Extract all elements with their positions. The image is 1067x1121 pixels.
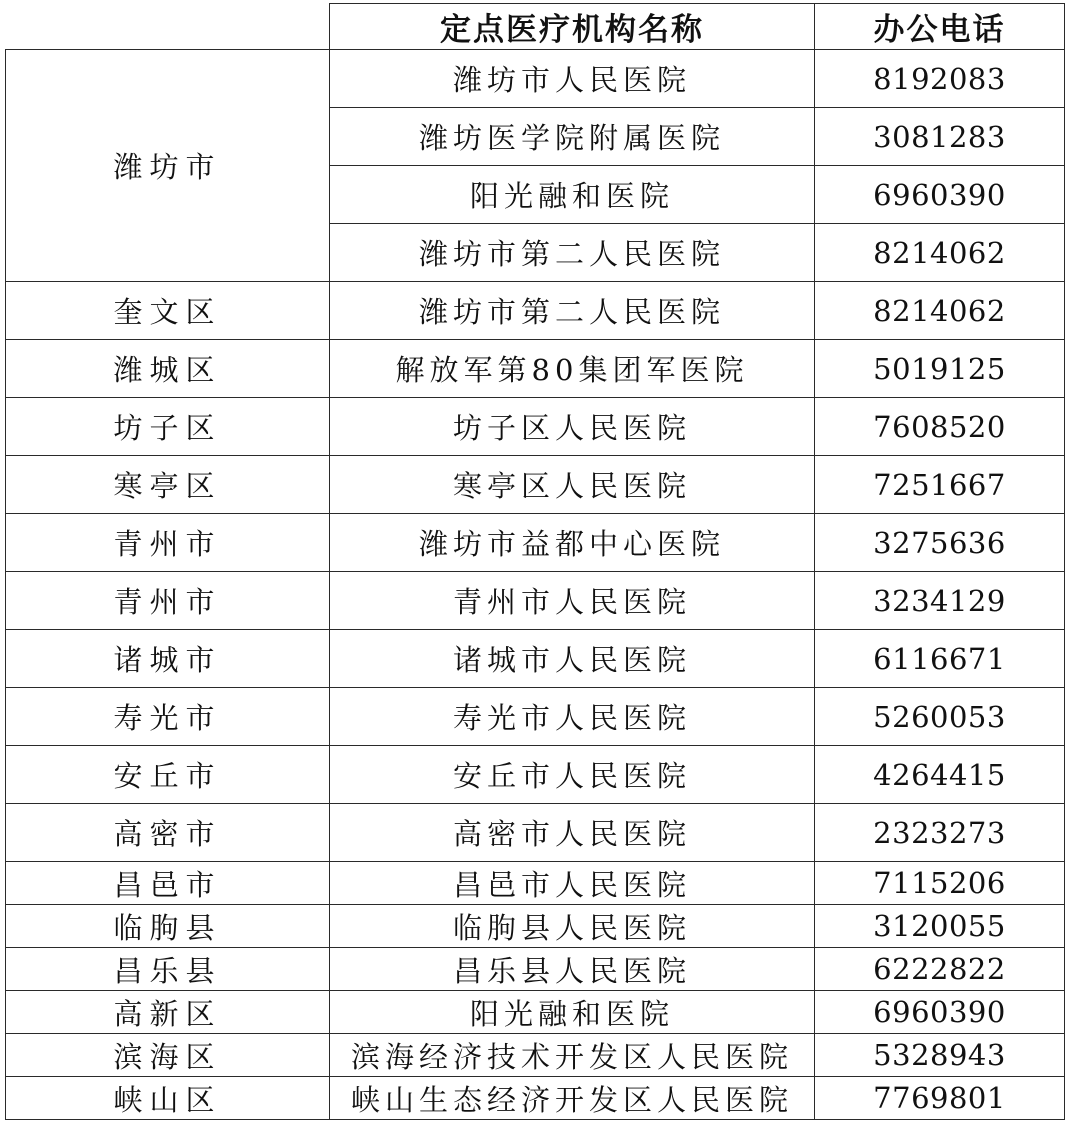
phone-cell: 3234129: [815, 572, 1065, 630]
phone-cell: 3120055: [815, 905, 1065, 948]
header-row: [6, 4, 1065, 50]
phone-cell: 5328943: [815, 1034, 1065, 1077]
phone-cell: 8214062: [815, 224, 1065, 282]
hospital-name-cell: 寒亭区人民医院: [330, 456, 815, 514]
phone-cell: 8214062: [815, 282, 1065, 340]
table-row: [6, 862, 1065, 905]
table-row: [6, 746, 1065, 804]
phone-cell: 8192083: [815, 50, 1065, 108]
header-region: [6, 4, 330, 50]
hospital-name-cell: 潍坊医学院附属医院: [330, 108, 815, 166]
hospital-name-cell: 昌邑市人民医院: [330, 862, 815, 905]
region-cell: 峡山区: [6, 1077, 330, 1120]
table-row: [6, 514, 1065, 572]
header-hospital-name: 定点医疗机构名称: [330, 4, 815, 50]
phone-cell: 6116671: [815, 630, 1065, 688]
header-office-phone: 办公电话: [815, 4, 1065, 50]
region-cell: 昌乐县: [6, 948, 330, 991]
table-row: [6, 630, 1065, 688]
hospital-name-cell: 潍坊市益都中心医院: [330, 514, 815, 572]
region-cell: 奎文区: [6, 282, 330, 340]
table-row: [6, 991, 1065, 1034]
hospital-name-cell: 高密市人民医院: [330, 804, 815, 862]
table-row: [6, 50, 1065, 108]
table-row: [6, 804, 1065, 862]
region-cell: 青州市: [6, 514, 330, 572]
hospital-name-cell: 临朐县人民医院: [330, 905, 815, 948]
phone-cell: 3275636: [815, 514, 1065, 572]
region-cell: 高新区: [6, 991, 330, 1034]
region-cell: 寒亭区: [6, 456, 330, 514]
region-cell: 临朐县: [6, 905, 330, 948]
table-row: [6, 1034, 1065, 1077]
designated-hospitals-table: [5, 3, 1065, 1120]
hospital-name-cell: 解放军第80集团军医院: [330, 340, 815, 398]
region-cell: 安丘市: [6, 746, 330, 804]
table-row: [6, 340, 1065, 398]
region-cell: 潍城区: [6, 340, 330, 398]
table-row: [6, 688, 1065, 746]
phone-cell: 7608520: [815, 398, 1065, 456]
table-row: [6, 572, 1065, 630]
hospital-name-cell: 青州市人民医院: [330, 572, 815, 630]
table-row: [6, 456, 1065, 514]
phone-cell: 6222822: [815, 948, 1065, 991]
phone-cell: 2323273: [815, 804, 1065, 862]
phone-cell: 3081283: [815, 108, 1065, 166]
region-cell: 潍坊市: [6, 50, 330, 282]
phone-cell: 7251667: [815, 456, 1065, 514]
hospital-name-cell: 昌乐县人民医院: [330, 948, 815, 991]
table-row: [6, 282, 1065, 340]
region-cell: 昌邑市: [6, 862, 330, 905]
phone-cell: 7769801: [815, 1077, 1065, 1120]
hospital-name-cell: 潍坊市第二人民医院: [330, 224, 815, 282]
region-cell: 滨海区: [6, 1034, 330, 1077]
hospital-name-cell: 滨海经济技术开发区人民医院: [330, 1034, 815, 1077]
hospital-name-cell: 诸城市人民医院: [330, 630, 815, 688]
hospital-name-cell: 寿光市人民医院: [330, 688, 815, 746]
phone-cell: 5260053: [815, 688, 1065, 746]
table-row: [6, 948, 1065, 991]
hospital-name-cell: 阳光融和医院: [330, 991, 815, 1034]
phone-cell: 6960390: [815, 166, 1065, 224]
phone-cell: 4264415: [815, 746, 1065, 804]
table-row: [6, 1077, 1065, 1120]
region-cell: 坊子区: [6, 398, 330, 456]
table-row: [6, 905, 1065, 948]
hospital-name-cell: 坊子区人民医院: [330, 398, 815, 456]
phone-cell: 6960390: [815, 991, 1065, 1034]
hospital-name-cell: 峡山生态经济开发区人民医院: [330, 1077, 815, 1120]
phone-cell: 5019125: [815, 340, 1065, 398]
region-cell: 高密市: [6, 804, 330, 862]
hospital-name-cell: 潍坊市人民医院: [330, 50, 815, 108]
hospital-name-cell: 阳光融和医院: [330, 166, 815, 224]
region-cell: 青州市: [6, 572, 330, 630]
table-row: [6, 398, 1065, 456]
phone-cell: 7115206: [815, 862, 1065, 905]
hospital-name-cell: 潍坊市第二人民医院: [330, 282, 815, 340]
region-cell: 寿光市: [6, 688, 330, 746]
hospital-name-cell: 安丘市人民医院: [330, 746, 815, 804]
region-cell: 诸城市: [6, 630, 330, 688]
